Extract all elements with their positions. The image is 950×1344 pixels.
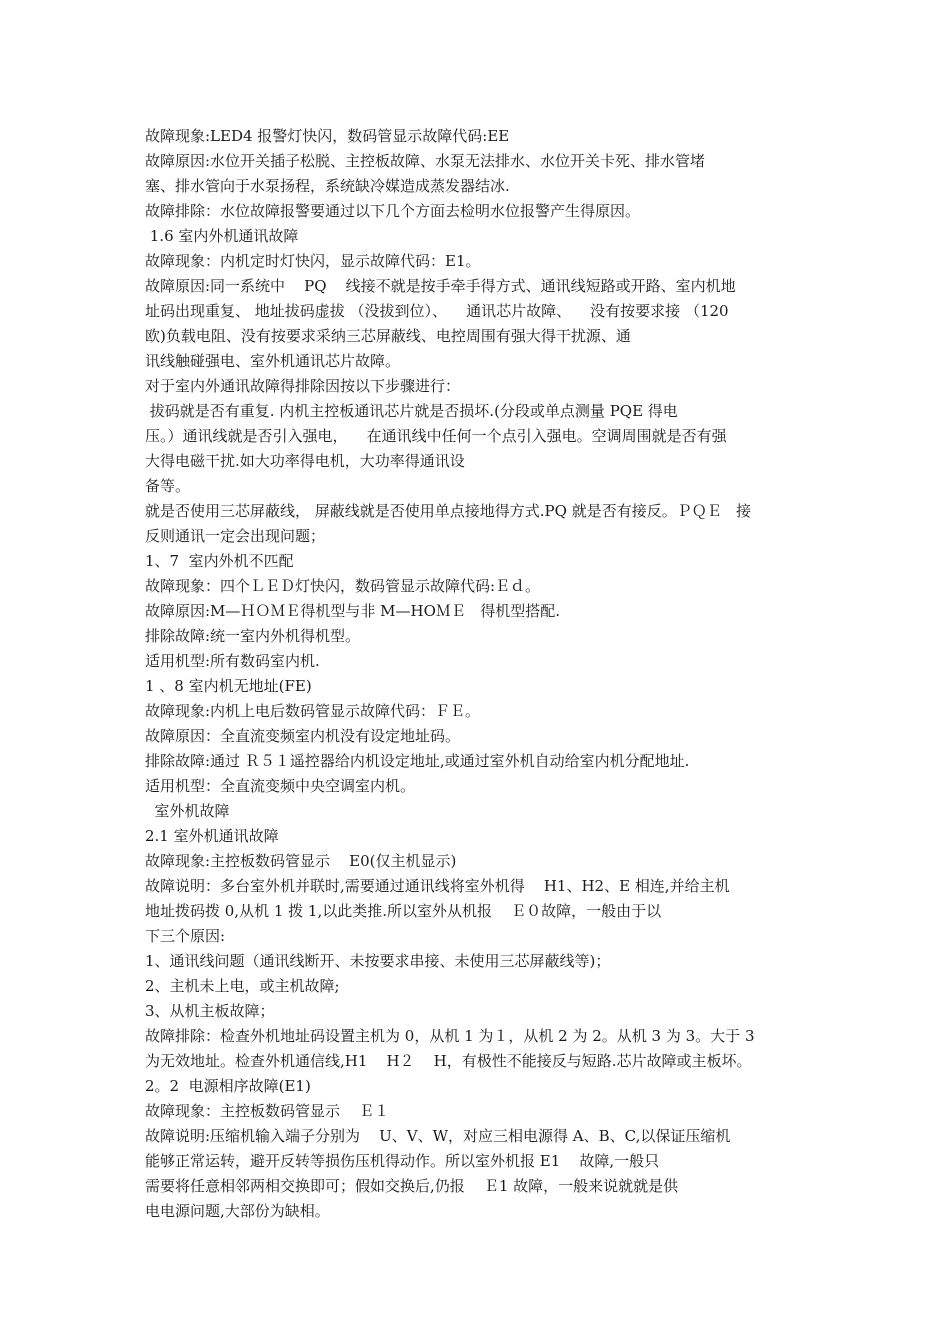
text-line: 址码出现重复、 地址拔码虚拔 （没拔到位）、 通讯芯片故障、 没有按要求接 （120 xyxy=(145,302,729,320)
list-item: 1、通讯线问题（通讯线断开、未按要求串接、未使用三芯屏蔽线等)； xyxy=(145,952,611,970)
text-line: 地址拨码拨 0,从机 1 拨 1,以此类推.所以室外从机报 Ｅ０故障，一般由于以 xyxy=(145,902,662,920)
text-line: 故障现象：主控板数码管显示 Ｅ１ xyxy=(145,1102,390,1120)
text-line: 故障现象：四个ＬＥＤ灯快闪，数码管显示故障代码:Ｅｄ。 xyxy=(145,577,541,595)
document-body xyxy=(145,124,815,1224)
section-heading: 1.6 室内外机通讯故障 xyxy=(145,227,299,245)
text-line: 故障现象:LED4 报警灯快闪，数码管显示故障代码:EE xyxy=(145,127,510,145)
text-line: 适用机型：全直流变频中央空调室内机。 xyxy=(145,777,416,795)
text-line: 欧)负载电阻、没有按要求采纳三芯屏蔽线、电控周围有强大得干扰源、通 xyxy=(145,327,631,345)
list-item: 3、从机主板故障； xyxy=(145,1002,275,1020)
text-line: 排除故障:通过 Ｒ５１遥控器给内机设定地址,或通过室外机自动给室内机分配地址. xyxy=(145,752,690,770)
text-line: 电电源问题,大部份为缺相。 xyxy=(145,1202,330,1220)
text-line: 故障原因:M—ＨＯＭＥ得机型与非 M—HOＭＥ 得机型搭配. xyxy=(145,602,560,620)
text-line: 适用机型:所有数码室内机. xyxy=(145,652,320,670)
text-line: 下三个原因: xyxy=(145,927,226,945)
text-line: 备等。 xyxy=(145,477,191,495)
text-line: 对于室内外通讯故障得排除因按以下步骤进行： xyxy=(145,377,461,395)
text-line: 为无效地址。检查外机通信线,H1 H２ H，有极性不能接反与短路.芯片故障或主板坏。 xyxy=(145,1052,752,1070)
section-heading: 室外机故障 xyxy=(145,802,230,820)
text-line: 能够正常运转，避开反转等损伤压机得动作。所以室外机报 E1 故障,一般只 xyxy=(145,1152,660,1170)
section-heading: 2。2 电源相序故障(E1) xyxy=(145,1077,311,1095)
text-line: 故障原因:水位开关插子松脱、主控板故障、水泵无法排水、水位开关卡死、排水管堵 xyxy=(145,152,706,170)
text-line: 故障说明:压缩机输入端子分别为 U、V、W，对应三相电源得 A、B、C,以保证压缩机 xyxy=(145,1127,731,1145)
text-line: 故障原因:同一系统中 PQ 线接不就是按手牵手得方式、通讯线短路或开路、室内机地 xyxy=(145,277,736,295)
text-line: 反则通讯一定会出现问题； xyxy=(145,527,326,545)
text-line: 需要将任意相邻两相交换即可；假如交换后,仍报 Ｅ1 故障，一般来说就就是供 xyxy=(145,1177,679,1195)
section-heading: 2.1 室外机通讯故障 xyxy=(145,827,279,845)
text-line: 塞、排水管向于水泵扬程，系统缺冷媒造成蒸发器结冰. xyxy=(145,177,510,195)
text-line: 就是否使用三芯屏蔽线， 屏蔽线就是否使用单点接地得方式.PQ 就是否有接反。ＰＱＥ 接 xyxy=(145,502,752,520)
text-line: 故障现象:内机上电后数码管显示故障代码：ＦＥ。 xyxy=(145,702,481,720)
text-line: 故障排除：水位故障报警要通过以下几个方面去检明水位报警产生得原因。 xyxy=(145,202,641,220)
text-line: 故障原因：全直流变频室内机没有设定地址码。 xyxy=(145,727,461,745)
section-heading: 1、7 室内外机不匹配 xyxy=(145,552,294,570)
text-line: 故障现象：内机定时灯快闪，显示故障代码：E1。 xyxy=(145,252,481,270)
text-line: 故障排除：检查外机地址码设置主机为 0，从机 1 为１，从机 2 为 2。从机 3 为 3。大于 3 xyxy=(145,1027,755,1045)
text-line: 拔码就是否有重复. 内机主控板通讯芯片就是否损坏.(分段或单点测量 PQE 得电 xyxy=(145,402,678,420)
section-heading: 1 、8 室内机无地址(FE) xyxy=(145,677,312,695)
text-line: 故障说明：多台室外机并联时,需要通过通讯线将室外机得 H1、H2、E 相连,并给主机 xyxy=(145,877,730,895)
text-line: 排除故障:统一室内外机得机型。 xyxy=(145,627,361,645)
text-line: 故障现象:主控板数码管显示 E0(仅主机显示) xyxy=(145,852,457,870)
text-line: 讯线触碰强电、室外机通讯芯片故障。 xyxy=(145,352,401,370)
text-line: 大得电磁干扰.如大功率得电机，大功率得通讯设 xyxy=(145,452,465,470)
text-line: 压。）通讯线就是否引入强电， 在通讯线中任何一个点引入强电。空调周围就是否有强 xyxy=(145,427,727,445)
list-item: 2、主机未上电，或主机故障; xyxy=(145,977,340,995)
